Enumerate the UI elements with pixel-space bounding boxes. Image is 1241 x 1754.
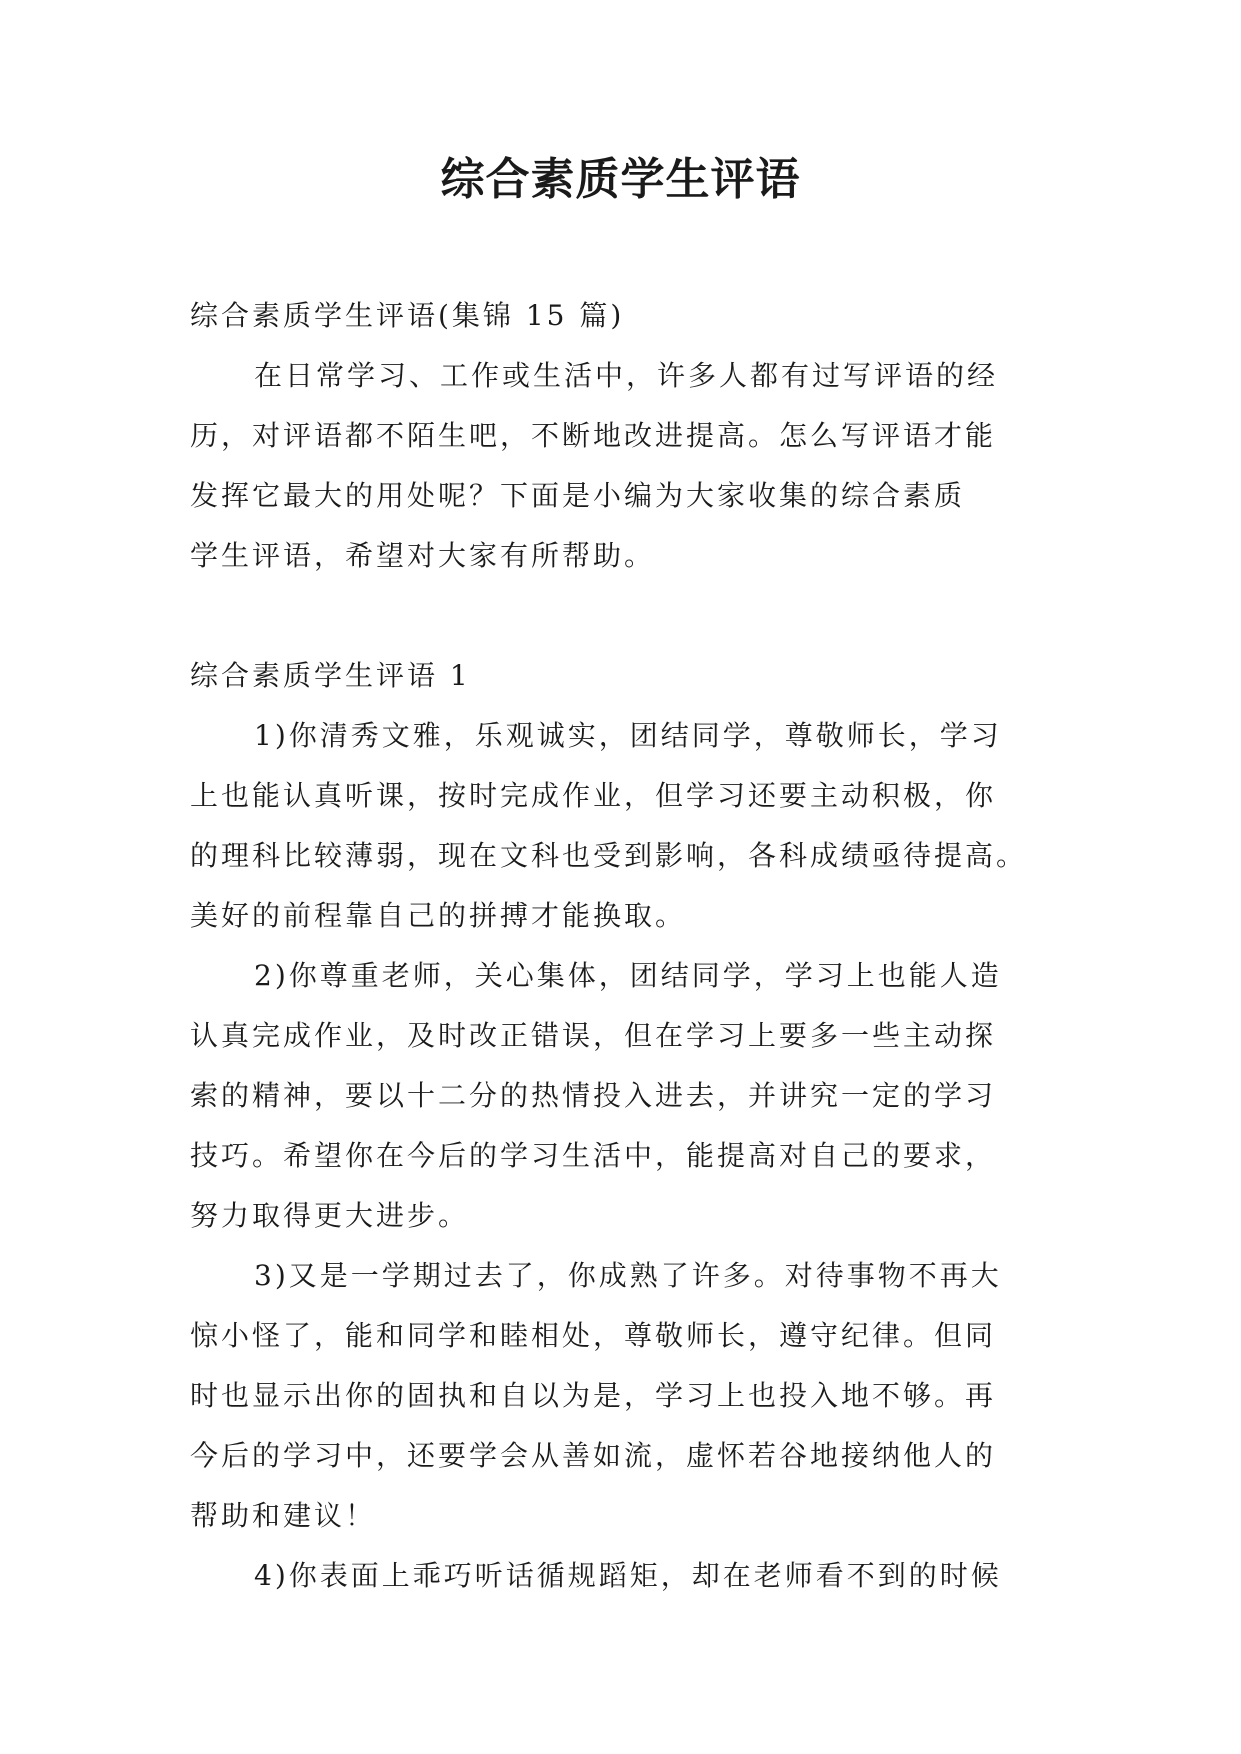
intro-line: 在日常学习、工作或生活中，许多人都有过写评语的经 <box>254 359 999 392</box>
comment-line: 努力取得更大进步。 <box>190 1199 470 1232</box>
document-body <box>190 286 1050 1606</box>
comment-line: 上也能认真听课，按时完成作业，但学习还要主动积极，你 <box>190 779 997 812</box>
comment-line: 惊小怪了，能和同学和睦相处，尊敬师长，遵守纪律。但同 <box>190 1319 997 1352</box>
document-title: 综合素质学生评语 <box>440 154 801 205</box>
comment-line: 3)又是一学期过去了，你成熟了许多。对待事物不再大 <box>254 1259 1002 1292</box>
intro-line: 发挥它最大的用处呢？下面是小编为大家收集的综合素质 <box>190 479 966 512</box>
comment-line: 时也显示出你的固执和自以为是，学习上也投入地不够。再 <box>190 1379 997 1412</box>
section-heading: 综合素质学生评语 1 <box>190 659 471 692</box>
paragraph-spacer <box>190 586 1050 646</box>
intro-line: 学生评语，希望对大家有所帮助。 <box>190 539 656 572</box>
comment-line: 的理科比较薄弱，现在文科也受到影响，各科成绩亟待提高。 <box>190 839 1028 872</box>
intro-line: 历，对评语都不陌生吧，不断地改进提高。怎么写评语才能 <box>190 419 997 452</box>
comment-line: 4)你表面上乖巧听话循规蹈矩，却在老师看不到的时候 <box>254 1559 1002 1592</box>
comment-item-2 <box>190 946 1050 1246</box>
comment-line: 今后的学习中，还要学会从善如流，虚怀若谷地接纳他人的 <box>190 1439 997 1472</box>
comment-line: 认真完成作业，及时改正错误，但在学习上要多一些主动探 <box>190 1019 997 1052</box>
comment-line: 1)你清秀文雅，乐观诚实，团结同学，尊敬师长，学习 <box>254 719 1002 752</box>
comment-line: 帮助和建议！ <box>190 1499 377 1532</box>
comment-line: 美好的前程靠自己的拼搏才能换取。 <box>190 899 687 932</box>
comment-line: 2)你尊重老师，关心集体，团结同学，学习上也能人造 <box>254 959 1002 992</box>
comment-item-4 <box>190 1546 1050 1606</box>
document-subtitle: 综合素质学生评语(集锦 15 篇) <box>190 299 625 332</box>
comment-item-3 <box>190 1246 1050 1546</box>
comment-item-1 <box>190 706 1050 946</box>
intro-paragraph <box>190 346 1050 586</box>
comment-line: 索的精神，要以十二分的热情投入进去，并讲究一定的学习 <box>190 1079 997 1112</box>
comment-line: 技巧。希望你在今后的学习生活中，能提高对自己的要求， <box>190 1139 997 1172</box>
